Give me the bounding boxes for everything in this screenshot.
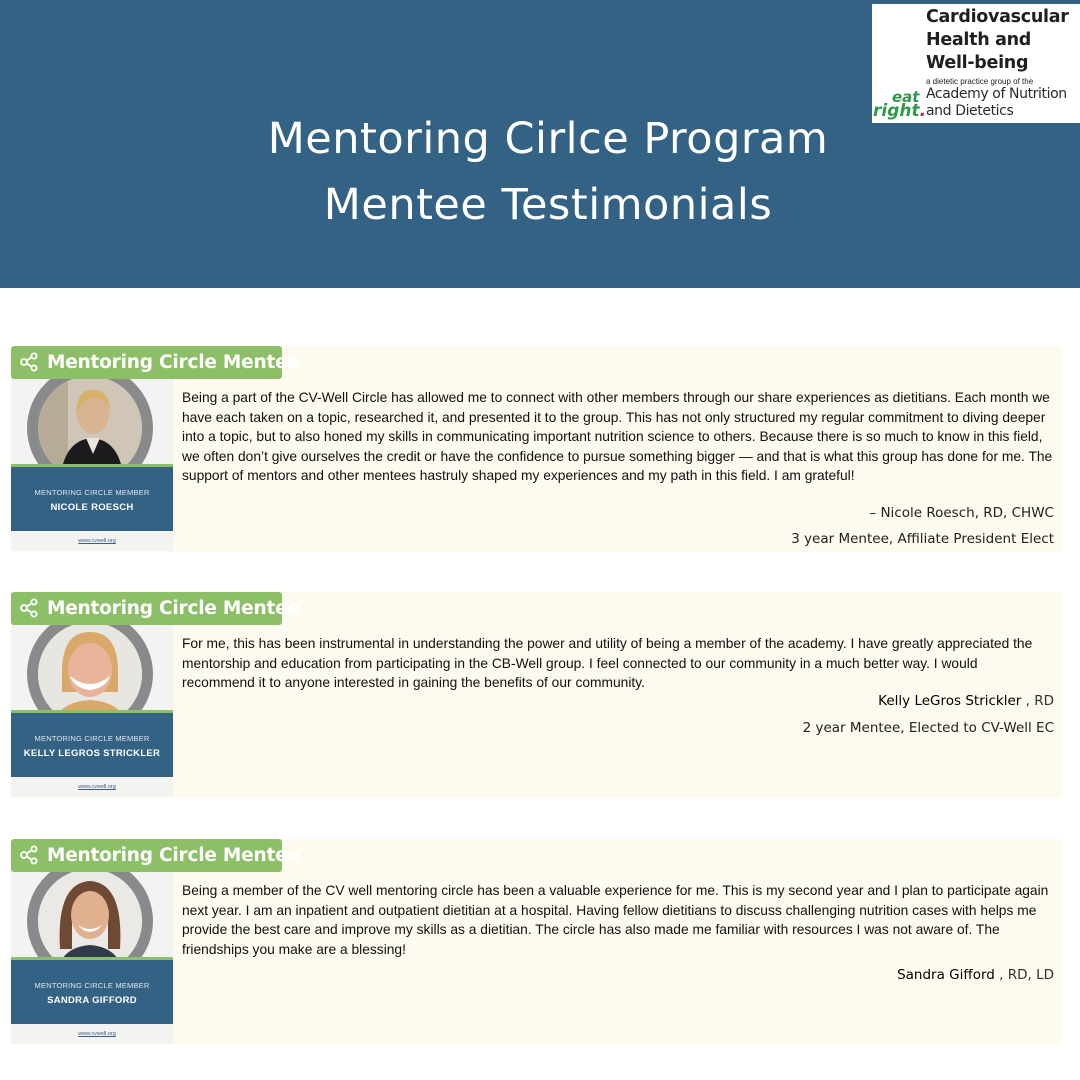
- testimonial-card: [11, 592, 1063, 798]
- mentee-role: 2 year Mentee, Elected to CV-Well EC: [802, 720, 1054, 736]
- member-name-box: [11, 713, 173, 777]
- testimonial-card: [11, 346, 1063, 552]
- eat-right-logo-right: right.: [873, 101, 927, 121]
- share-network-icon: [19, 598, 39, 618]
- testimonial-quote: Being a part of the CV-Well Circle has allowed me to connect with other members through our share experiences as dietitians. Each month we have each taken on a topic, researched it, and presented it to the group. This has not only structured my regular commitment to diving deeper into a topic, but to also honed my skills in communicating important nutrition science to others. Because there is so much to know in this field, we often don’t give ourselves the credit or have the confidence to pursue something bigger — and that is what this group has done for me. The support of mentors and other mentees hastruly shaped my experiences and my path in this field. I am grateful!: [182, 390, 1053, 484]
- badge-label: Mentoring Circle Mentee: [47, 598, 300, 619]
- member-name: SANDRA GIFFORD: [47, 995, 137, 1006]
- mentee-badge: [11, 346, 300, 379]
- logo-tagline: a dietetic practice group of the: [926, 77, 1034, 86]
- share-network-icon: [19, 352, 39, 372]
- website-link[interactable]: www.cvwell.org: [78, 1031, 116, 1037]
- eat-right-logo-eat: eat: [892, 88, 920, 106]
- member-name: NICOLE ROESCH: [50, 502, 134, 513]
- cv-well-logo: [872, 4, 1080, 123]
- logo-org-name: Cardiovascular Health and Well-being: [926, 7, 1069, 73]
- badge-label: Mentoring Circle Mentee: [47, 845, 300, 866]
- testimonial-attribution: Kelly LeGros Strickler , RD: [878, 693, 1054, 709]
- testimonial-attribution: Sandra Gifford , RD, LD: [897, 967, 1054, 983]
- logo-academy: Academy of Nutrition and Dietetics: [926, 86, 1067, 119]
- mentee-role: 3 year Mentee, Affiliate President Elect: [791, 531, 1054, 547]
- testimonial-quote: For me, this has been instrumental in understanding the power and utility of being a member of the academy. I have greatly appreciated the mentorship and education from participating in the CB-Well group. I feel connected to our community in a much better way. I would recommend it to anyone interested in gaining the benefits of our community.: [182, 636, 1033, 691]
- member-label: MENTORING CIRCLE MEMBER: [34, 488, 150, 497]
- badge-label: Mentoring Circle Mentee: [47, 352, 300, 373]
- testimonial-card: [11, 839, 1063, 1045]
- member-name: KELLY LEGROS STRICKLER: [23, 748, 161, 759]
- testimonial-quote: Being a member of the CV well mentoring circle has been a valuable experience for me. This is my second year and I plan to participate again next year. I am an inpatient and outpatient dietitian at a hospital. Having fellow dietitians to discuss challenging nutrition cases with helps me provide the best care and improve my skills as a dietitian. The circle has also made me familiar with resources I was not aware of. The friendships you make are a blessing!: [182, 883, 1049, 957]
- member-photo-panel: [11, 625, 173, 797]
- member-photo-panel: [11, 379, 173, 551]
- page-title: [0, 106, 1080, 238]
- mentee-badge: [11, 592, 300, 625]
- member-label: MENTORING CIRCLE MEMBER: [34, 734, 150, 743]
- testimonial-attribution: – Nicole Roesch, RD, CHWC: [869, 505, 1054, 521]
- title-line-1: Mentoring Cirlce Program: [267, 114, 829, 164]
- member-name-box: [11, 960, 173, 1024]
- member-photo-panel: [11, 872, 173, 1044]
- share-network-icon: [19, 845, 39, 865]
- website-link[interactable]: www.cvwell.org: [78, 538, 116, 544]
- website-link[interactable]: www.cvwell.org: [78, 784, 116, 790]
- member-label: MENTORING CIRCLE MEMBER: [34, 981, 150, 990]
- member-name-box: [11, 467, 173, 531]
- title-line-2: Mentee Testimonials: [323, 180, 773, 230]
- mentee-badge: [11, 839, 300, 872]
